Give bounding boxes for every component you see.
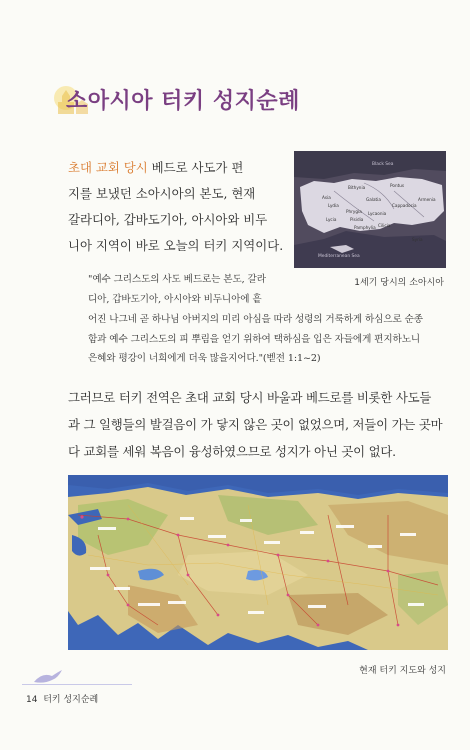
map-label: Black Sea bbox=[372, 162, 394, 167]
map-label: Asia bbox=[322, 195, 331, 200]
body-text-line: 니아 지역이 바로 오늘의 터키 지역이다. bbox=[68, 238, 284, 253]
quote-line: "예수 그리스도의 사도 베드로는 본도, 갈라 bbox=[88, 274, 266, 285]
body-text: 베드로 사도가 편 bbox=[147, 160, 244, 175]
quote-line: 함과 예수 그리스도의 피 뿌림을 얻기 위하여 택하심을 입은 자들에게 편지하노니 bbox=[88, 334, 421, 345]
section-name: 터키 성지순례 bbox=[43, 695, 99, 705]
map-label: Armenia bbox=[418, 197, 436, 202]
turkey-map-image bbox=[68, 475, 448, 650]
body-text-line: 갈라디아, 갑바도기아, 아시아와 비두 bbox=[68, 212, 268, 227]
map-label: Pamphylia bbox=[354, 225, 376, 230]
body-text-line: 지를 보냈던 소아시아의 본도, 현재 bbox=[68, 186, 256, 201]
body-text-line: 과 그 일행들의 발걸음이 가 닿지 않은 곳이 없었으며, 저들이 가는 곳마 bbox=[68, 417, 443, 432]
map-label: Lycaonia bbox=[368, 211, 387, 216]
map-label: Lycia bbox=[326, 217, 337, 222]
footer-divider bbox=[22, 684, 132, 685]
map-label: Mediterranean Sea bbox=[318, 254, 360, 259]
map-caption: 현재 터키 지도와 성지 bbox=[359, 666, 446, 676]
map-label: Cappadocia bbox=[392, 203, 417, 208]
map-label: Lydia bbox=[328, 203, 339, 208]
page-title: 소아시아 터키 성지순례 bbox=[66, 89, 300, 114]
historical-map-image bbox=[294, 151, 446, 268]
map-label: Cilicia bbox=[378, 223, 391, 228]
body-text-line bbox=[68, 158, 278, 176]
quote-line: 어진 나그네 곧 하나님 아버지의 미리 아심을 따라 성령의 거룩하게 하심으로 순종 bbox=[88, 314, 423, 325]
bird-icon bbox=[32, 668, 64, 688]
page-footer bbox=[26, 692, 98, 705]
map-label: Galatia bbox=[366, 197, 381, 202]
quote-line: 은혜와 평강이 너희에게 더욱 많을지어다."(벧전 1:1~2) bbox=[88, 353, 321, 364]
map-label: Syria bbox=[412, 237, 423, 242]
map-label: Pisidia bbox=[350, 217, 364, 222]
page-number: 14 bbox=[26, 695, 38, 705]
map-label: Pontus bbox=[390, 183, 405, 188]
body-text-line: 다 교회를 세워 복음이 융성하였으므로 성지가 아닌 곳이 없다. bbox=[68, 444, 396, 459]
map-label: Bithynia bbox=[348, 185, 366, 190]
body-text-line: 그러므로 터키 전역은 초대 교회 당시 바울과 베드로를 비롯한 사도들 bbox=[68, 390, 432, 405]
map-label: Phrygia bbox=[346, 209, 362, 214]
map-caption: 1세기 당시의 소아시아 bbox=[354, 278, 444, 288]
highlight-text: 초대 교회 당시 bbox=[68, 160, 148, 175]
quote-line: 디아, 갑바도기아, 아시아와 비두니아에 흩 bbox=[88, 294, 262, 305]
